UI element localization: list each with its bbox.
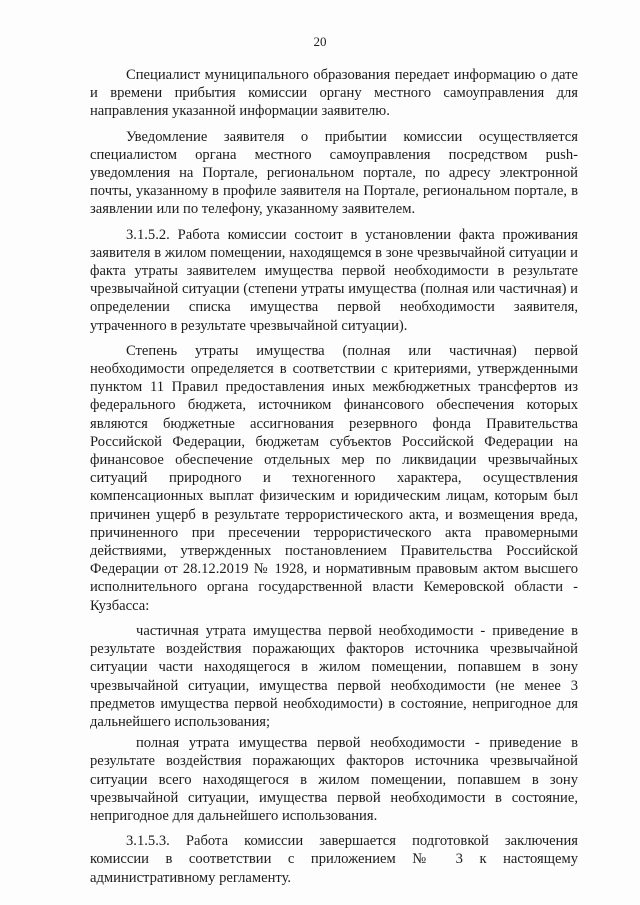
page-number: 20 bbox=[313, 34, 327, 49]
paragraph-3-1-5-3: 3.1.5.3. Работа комиссии завершается подготовкой заключения комиссии в соответствии с приложением № 3 к настоящему административному регламенту. bbox=[90, 833, 578, 886]
paragraph-3-1-5-2: 3.1.5.2. Работа комиссии состоит в установлении факта проживания заявителя в жилом помещении, находящемся в зоне чрезвычайной ситуации и факта утраты заявителем имущества первой необходимости в результате чрезвычайной ситуации (степени утраты имущества (полная или частичная) и определении списка имущества первой необходимости заявителя, утраченного в результате чрезвычайной ситуации). bbox=[90, 226, 578, 334]
document-body bbox=[90, 66, 578, 890]
paragraph-notification-info: Специалист муниципального образования передает информацию о дате и времени прибытия комиссии органу местного самоуправления для направления указанной информации заявителю. bbox=[90, 67, 578, 120]
paragraph-applicant-notification: Уведомление заявителя о прибытии комиссии осуществляется специалистом органа местного самоуправления посредством push-уведомления на Портале, региональном портале, по адресу электронной почты, указанному в профиле заявителя на Портале, региональном портале, в заявлении или по телефону, указанному заявителем. bbox=[90, 128, 578, 218]
paragraph-loss-degree: Степень утраты имущества (полная или частичная) первой необходимости определяется в соответствии с критериями, утвержденными пунктом 11 Правил предоставления иных межбюджетных трансфертов из федерального бюджета, источником финансового обеспечения которых являются бюджетные ассигнования резервного фонда Правительства Российской Федерации, бюджетам субъектов Российской Федерации на финансовое обеспечение отдельных мер по ликвидации чрезвычайных ситуаций природного и техногенного характера, осуществления компенсационных выплат физическим и юридическим лицам, которым был причинен ущерб в результате террористического акта, и возмещения вреда, причиненного при пресечении террористического акта правомерными действиями, утвержденных постановлением Правительства Российской Федерации от 28.12.2019 № 1928, и нормативным правовым актом высшего исполнительного органа государственной власти Кемеровской области - Кузбасса: bbox=[90, 342, 578, 614]
paragraph-partial-loss: частичная утрата имущества первой необходимости - приведение в результате воздействия поражающих факторов источника чрезвычайной ситуации части находящегося в жилом помещении, попавшем в зону чрезвычайной ситуации, имущества первой необходимости (не менее 3 предметов имущества первой необходимости) в состояние, непригодное для дальнейшего использования; bbox=[90, 622, 578, 730]
paragraph-full-loss: полная утрата имущества первой необходимости - приведение в результате воздействия поражающих факторов источника чрезвычайной ситуации всего находящегося в жилом помещении, попавшем в зону чрезвычайной ситуации, имущества первой необходимости в состояние, непригодное для дальнейшего использования. bbox=[90, 735, 578, 824]
